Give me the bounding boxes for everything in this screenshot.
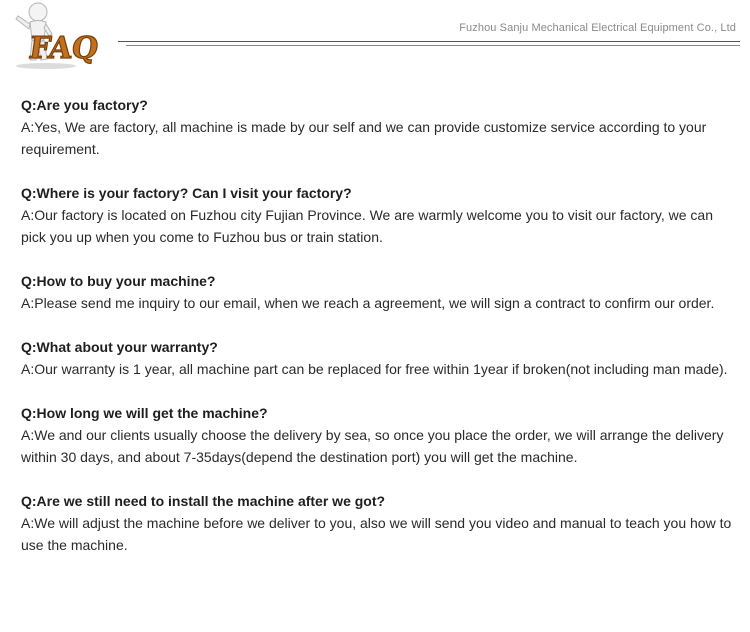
faq-answer: A:Yes, We are factory, all machine is made by our self and we can provide customize service according to your requirement.: [21, 119, 707, 157]
header-rule: [118, 41, 740, 42]
faq-item: [21, 336, 741, 380]
faq-question: Q:How long we will get the machine?: [21, 405, 268, 421]
faq-question: Q:Are we still need to install the machine after we got?: [21, 493, 386, 509]
faq-question: Q:How to buy your machine?: [21, 273, 216, 289]
faq-answer: A:Our warranty is 1 year, all machine part can be replaced for free within 1year if broken(not including man made).: [21, 361, 728, 377]
company-name: Fuzhou Sanju Mechanical Electrical Equipment Co., Ltd: [459, 22, 736, 34]
svg-text:FAQ: FAQ: [26, 31, 101, 66]
faq-item: [21, 270, 741, 314]
faq-question: Q:What about your warranty?: [21, 339, 218, 355]
faq-question: Q:Where is your factory? Can I visit your factory?: [21, 185, 352, 201]
faq-logo: [8, 0, 110, 70]
faq-answer: A:We will adjust the machine before we deliver to you, also we will send you video and manual to teach you how to use the machine.: [21, 515, 732, 553]
page-header: [0, 0, 750, 80]
faq-answer: A:Please send me inquiry to our email, when we reach a agreement, we will sign a contract to confirm our order.: [21, 295, 715, 311]
faq-question: Q:Are you factory?: [21, 97, 148, 113]
faq-answer: A:Our factory is located on Fuzhou city Fujian Province. We are warmly welcome you to visit our factory, we can pick you up when you come to Fuzhou bus or train station.: [21, 207, 713, 245]
faq-item: [21, 490, 741, 556]
faq-item: [21, 182, 741, 248]
faq-item: [21, 402, 741, 468]
faq-list: [21, 94, 741, 578]
faq-item: [21, 94, 741, 160]
faq-answer: A:We and our clients usually choose the delivery by sea, so once you place the order, we will arrange the delivery within 30 days, and about 7-35days(depend the destination port) you will get the machine.: [21, 427, 724, 465]
header-rule-secondary: [126, 45, 740, 46]
